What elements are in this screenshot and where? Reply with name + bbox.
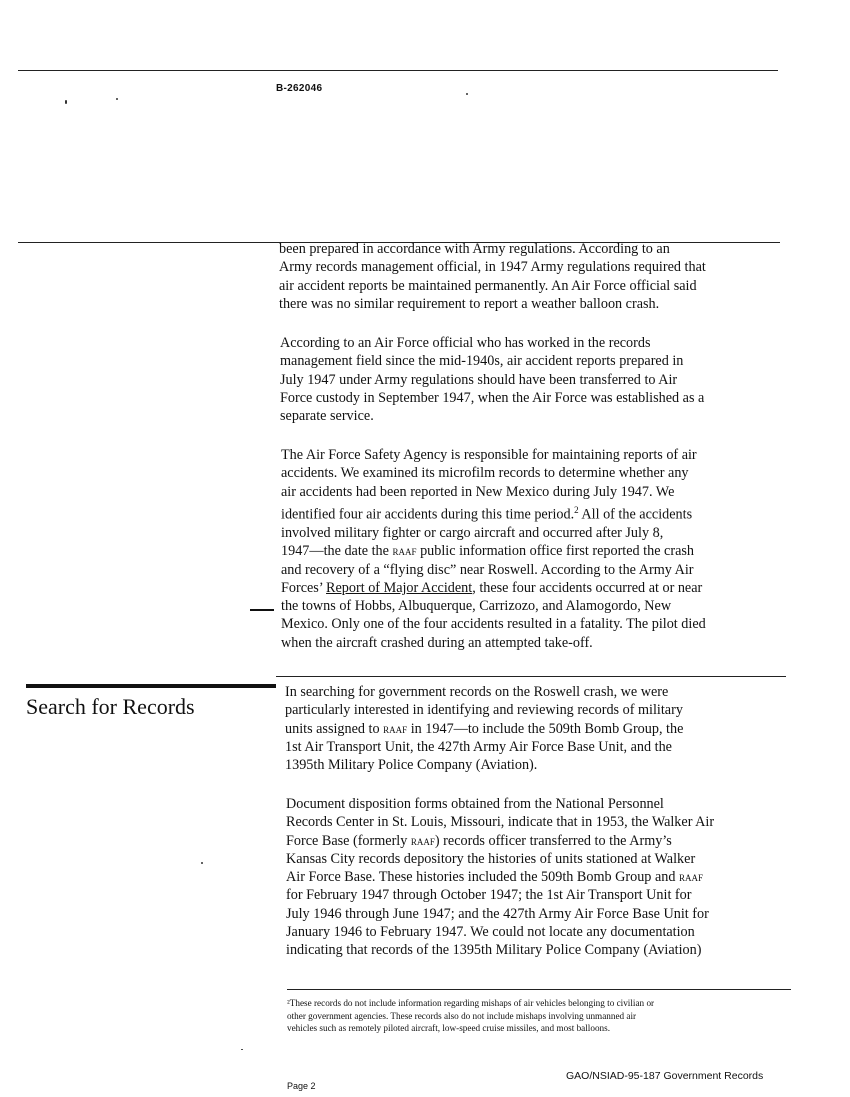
text-line: air accidents had been reported in New Mexico during July 1947. We: [281, 483, 675, 500]
text-line: Force custody in September 1947, when the Air Force was established as a: [280, 389, 705, 406]
abbr-raaf: raaf: [410, 832, 435, 848]
text-line: been prepared in accordance with Army regulations. According to an: [279, 241, 670, 257]
abbr-raaf: raaf: [678, 869, 703, 885]
text-segment: All of the accidents: [578, 506, 693, 523]
text-segment: , these four accidents occurred at or near: [472, 579, 703, 596]
text-line: 1395th Military Police Company (Aviation).: [285, 757, 538, 774]
text-line: [281, 579, 786, 597]
text-line: the towns of Hobbs, Albuquerque, Carrizozo, and Alamogordo, New: [281, 598, 672, 615]
text-line: air accident reports be maintained permanently. An Air Force official said: [279, 277, 697, 294]
text-line: separate service.: [280, 408, 374, 425]
footnote-line: vehicles such as remotely piloted aircraft, low-speed cruise missiles, and most balloons.: [287, 1023, 611, 1033]
text-line: management field since the mid-1940s, air accident reports prepared in: [280, 353, 684, 370]
text-line: In searching for government records on the Roswell crash, we were: [285, 684, 669, 700]
scan-speck: [241, 1049, 243, 1050]
footnote-rule: [287, 989, 791, 990]
margin-mark: [250, 609, 274, 611]
text-line: when the aircraft crashed during an attempted take-off.: [281, 634, 593, 651]
paragraph-record-regulations: [279, 240, 784, 313]
text-line: [285, 720, 790, 738]
paragraph-transfer-custody: [280, 334, 785, 425]
scan-speck: [65, 100, 67, 104]
text-line: accidents. We examined its microfilm records to determine whether any: [281, 465, 689, 482]
text-line: Document disposition forms obtained from the National Personnel: [286, 796, 664, 812]
section-heading-search-for-records: Search for Records: [26, 694, 195, 719]
section-rule-2: [276, 676, 786, 677]
text-segment: in 1947—to include the 509th Bomb Group, the: [407, 720, 684, 737]
text-line: 1st Air Transport Unit, the 427th Army Air Force Base Unit, and the: [285, 738, 672, 755]
text-segment: public information office first reported the crash: [416, 543, 694, 560]
text-line: [281, 501, 786, 524]
report-title: Report of Major Accident: [326, 579, 473, 596]
text-segment: 1947—the date the: [281, 543, 393, 560]
text-line: Kansas City records depository the histories of units stationed at Walker: [286, 850, 696, 867]
text-line: According to an Air Force official who has worked in the records: [280, 335, 651, 351]
footnote-line: other government agencies. These records also do not include mishaps involving unmanned air: [287, 1010, 637, 1021]
heading-rule-thick: [26, 684, 276, 688]
report-id: GAO/NSIAD-95-187 Government Records: [566, 1070, 764, 1082]
text-line: Army records management official, in 1947 Army regulations required that: [279, 259, 706, 276]
scan-speck: [116, 98, 118, 100]
text-segment: units assigned to: [285, 720, 384, 737]
abbr-raaf: raaf: [392, 543, 417, 559]
text-segment: Air Force Base. These histories included the 509th Bomb Group and: [286, 869, 679, 886]
text-segment: Force Base (formerly: [286, 832, 411, 849]
paragraph-searching: [285, 683, 790, 774]
paragraph-disposition-forms: [286, 795, 791, 960]
text-line: July 1946 through June 1947; and the 427th Army Air Force Base Unit for: [286, 905, 709, 922]
text-line: Mexico. Only one of the four accidents resulted in a fatality. The pilot died: [281, 616, 706, 633]
text-line: [286, 832, 791, 850]
text-line: July 1947 under Army regulations should have been transferred to Air: [280, 371, 678, 388]
text-line: and recovery of a “flying disc” near Roswell. According to the Army Air: [281, 561, 694, 578]
text-line: The Air Force Safety Agency is responsible for maintaining reports of air: [281, 447, 697, 463]
scan-speck: [466, 93, 468, 95]
text-line: there was no similar requirement to report a weather balloon crash.: [279, 295, 660, 312]
text-line: January 1946 to February 1947. We could not locate any documentation: [286, 924, 695, 941]
text-line: involved military fighter or cargo aircraft and occurred after July 8,: [281, 524, 664, 541]
page-number: Page 2: [287, 1081, 316, 1091]
document-id: B-262046: [276, 83, 323, 94]
text-line: [286, 868, 791, 886]
text-segment: Forces’: [281, 579, 327, 596]
text-line: indicating that records of the 1395th Military Police Company (Aviation): [286, 942, 702, 959]
text-segment: identified four air accidents during this time period.: [281, 506, 575, 523]
top-rule: [18, 70, 778, 71]
scan-speck: [201, 862, 203, 864]
paragraph-safety-agency: [281, 446, 786, 652]
footnote-line: ²These records do not include information regarding mishaps of air vehicles belonging to civilian or: [287, 998, 655, 1008]
text-line: [281, 542, 786, 560]
text-line: for February 1947 through October 1947; the 1st Air Transport Unit for: [286, 887, 692, 904]
text-line: Records Center in St. Louis, Missouri, indicate that in 1953, the Walker Air: [286, 814, 715, 831]
footnote-ref: 2: [574, 504, 579, 515]
text-segment: ) records officer transferred to the Army’s: [434, 832, 672, 849]
footnote: [287, 997, 787, 1035]
text-line: particularly interested in identifying and reviewing records of military: [285, 702, 683, 719]
abbr-raaf: raaf: [383, 720, 408, 736]
